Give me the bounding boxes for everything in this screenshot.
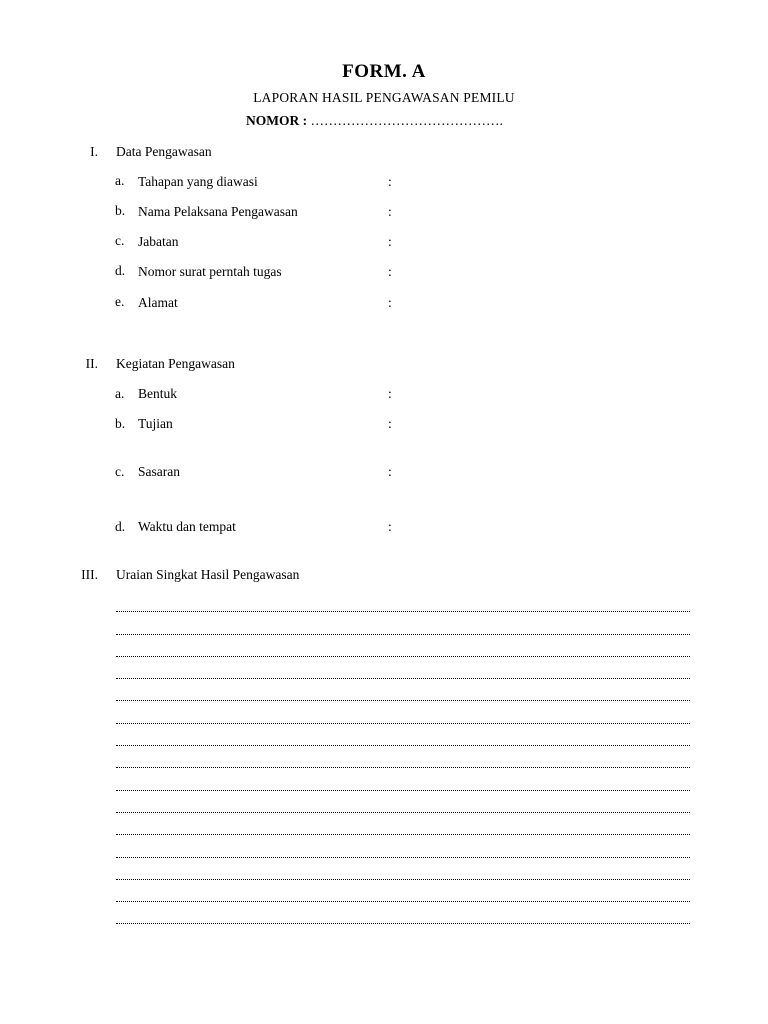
field-label-tujian: Tujian: [138, 416, 173, 431]
dotted-writing-line[interactable]: [116, 679, 690, 701]
dotted-writing-line[interactable]: [116, 791, 690, 813]
uraian-writing-area[interactable]: [116, 590, 690, 924]
item-letter: a.: [115, 173, 125, 188]
dotted-writing-line[interactable]: [116, 590, 690, 612]
dotted-writing-line[interactable]: [116, 724, 690, 746]
section-number: II.: [85, 356, 98, 371]
section-number: I.: [90, 144, 98, 159]
field-label-nama-pelaksana: Nama Pelaksana Pengawasan: [138, 204, 298, 219]
field-colon: :: [388, 295, 392, 310]
field-label-nomor-surat: Nomor surat perntah tugas: [138, 264, 282, 279]
field-colon: :: [388, 416, 392, 431]
field-label-tahapan: Tahapan yang diawasi: [138, 174, 258, 189]
field-colon: :: [388, 264, 392, 279]
item-letter: d.: [115, 263, 126, 278]
dotted-writing-line[interactable]: [116, 880, 690, 902]
field-colon: :: [388, 519, 392, 534]
dotted-writing-line[interactable]: [116, 813, 690, 835]
item-letter: c.: [115, 464, 125, 479]
section-title-uraian: Uraian Singkat Hasil Pengawasan: [116, 567, 300, 582]
item-letter: d.: [115, 519, 126, 534]
section-number: III.: [81, 567, 98, 582]
nomor-line: [246, 113, 503, 129]
dotted-writing-line[interactable]: [116, 835, 690, 857]
dotted-writing-line[interactable]: [116, 768, 690, 790]
item-letter: e.: [115, 294, 125, 309]
form-subtitle: LAPORAN HASIL PENGAWASAN PEMILU: [253, 90, 515, 105]
field-colon: :: [388, 204, 392, 219]
dotted-writing-line[interactable]: [116, 701, 690, 723]
dotted-writing-line[interactable]: [116, 746, 690, 768]
field-label-waktu-tempat: Waktu dan tempat: [138, 519, 236, 534]
section-title-data-pengawasan: Data Pengawasan: [116, 144, 212, 159]
item-letter: b.: [115, 203, 126, 218]
nomor-label: NOMOR :: [246, 113, 308, 128]
dotted-writing-line[interactable]: [116, 902, 690, 924]
field-colon: :: [388, 464, 392, 479]
dotted-writing-line[interactable]: [116, 612, 690, 634]
item-letter: b.: [115, 416, 126, 431]
field-label-bentuk: Bentuk: [138, 386, 177, 401]
field-label-alamat: Alamat: [138, 295, 178, 310]
field-colon: :: [388, 234, 392, 249]
item-letter: a.: [115, 386, 125, 401]
field-colon: :: [388, 174, 392, 189]
field-label-sasaran: Sasaran: [138, 464, 180, 479]
field-label-jabatan: Jabatan: [138, 234, 179, 249]
dotted-writing-line[interactable]: [116, 657, 690, 679]
section-title-kegiatan-pengawasan: Kegiatan Pengawasan: [116, 356, 235, 371]
dotted-writing-line[interactable]: [116, 858, 690, 880]
field-colon: :: [388, 386, 392, 401]
dotted-writing-line[interactable]: [116, 635, 690, 657]
item-letter: c.: [115, 233, 125, 248]
form-title: FORM. A: [342, 61, 426, 82]
nomor-value-field[interactable]: …………………………………….: [310, 113, 503, 128]
